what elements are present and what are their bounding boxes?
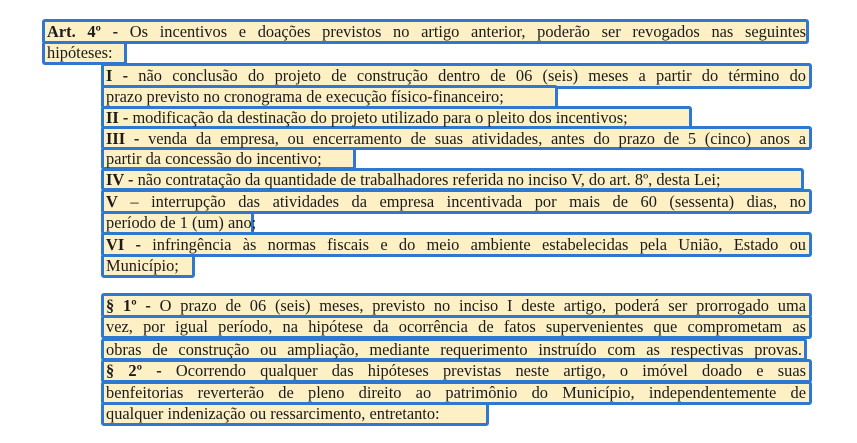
item-I-line-1: [106, 66, 806, 86]
par2-text-1: Ocorrendo qualquer das hipóteses previstas neste artigo, o imóvel doado e suas: [175, 361, 806, 380]
item-II-label: II -: [106, 108, 129, 127]
art4-line-2: [47, 43, 113, 63]
item-V-text-1: – interrupção das atividades da empresa incentivada por mais de 60 (sessenta) dias, no: [130, 192, 806, 211]
art4-text-1: Os incentivos e doações previstos no artigo anterior, poderão ser revogados nas seguintes: [129, 22, 806, 41]
par1-text-3: obras de construção ou ampliação, mediante requerimento instruído com as respectivas provas.: [106, 340, 802, 359]
par2-text-3: qualquer indenização ou ressarcimento, entretanto:: [106, 404, 440, 423]
par1-line-3: [106, 340, 802, 360]
item-V-line-1: [106, 192, 806, 212]
item-VI-text-2: Município;: [106, 256, 179, 275]
item-V-label: V: [106, 192, 118, 211]
item-III-line-2: [106, 149, 322, 169]
par2-line-3: [106, 404, 440, 424]
art4-text-2: hipóteses:: [47, 43, 113, 62]
item-IV-line-1: [106, 170, 721, 190]
par2-label: § 2º -: [106, 361, 162, 380]
par1-text-1: O prazo de 06 (seis) meses, previsto no inciso I deste artigo, poderá ser prorrogado uma: [159, 296, 806, 315]
item-III-text-2: partir da concessão do incentivo;: [106, 149, 322, 168]
item-III-text-1: venda da empresa, ou encerramento de suas atividades, antes do prazo de 5 (cinco) anos a: [148, 129, 806, 148]
par2-line-2: [106, 383, 806, 403]
art4-label: Art. 4º -: [47, 22, 119, 41]
item-I-text-2: prazo previsto no cronograma de execução físico-financeiro;: [106, 87, 504, 106]
par1-text-2: vez, por igual período, na hipótese da ocorrência de fatos supervenientes que comprometam as: [106, 317, 806, 336]
item-I-text-1: não conclusão do projeto de construção dentro de 06 (seis) meses a partir do término do: [138, 66, 806, 85]
item-V-line-2: [106, 213, 256, 233]
item-I-line-2: [106, 87, 504, 107]
item-VI-line-2: [106, 256, 179, 276]
item-IV-label: IV -: [106, 170, 134, 189]
par2-line-1: [106, 361, 806, 381]
par1-label: § 1º -: [106, 296, 151, 315]
item-VI-label: VI -: [106, 235, 141, 254]
item-III-line-1: [106, 129, 806, 149]
item-VI-line-1: [106, 235, 806, 255]
item-I-label: I -: [106, 66, 129, 85]
art4-line-1: [47, 22, 806, 42]
par2-text-2: benfeitorias reverterão de pleno direito ao patrimônio do Município, independentemente de: [106, 383, 806, 402]
item-II-text-1: modificação da destinação do projeto utilizado para o pleito dos incentivos;: [132, 108, 628, 127]
item-IV-text-1: não contratação da quantidade de trabalhadores referida no inciso V, do art. 8º, desta Lei;: [137, 170, 721, 189]
item-V-text-2: período de 1 (um) ano;: [106, 213, 257, 232]
item-II-line-1: [106, 108, 628, 128]
item-VI-text-1: infringência às normas fiscais e do meio ambiente estabelecidas pela União, Estado ou: [152, 235, 806, 254]
par1-line-2: [106, 317, 806, 337]
item-III-label: III -: [106, 129, 140, 148]
par1-line-1: [106, 296, 806, 316]
